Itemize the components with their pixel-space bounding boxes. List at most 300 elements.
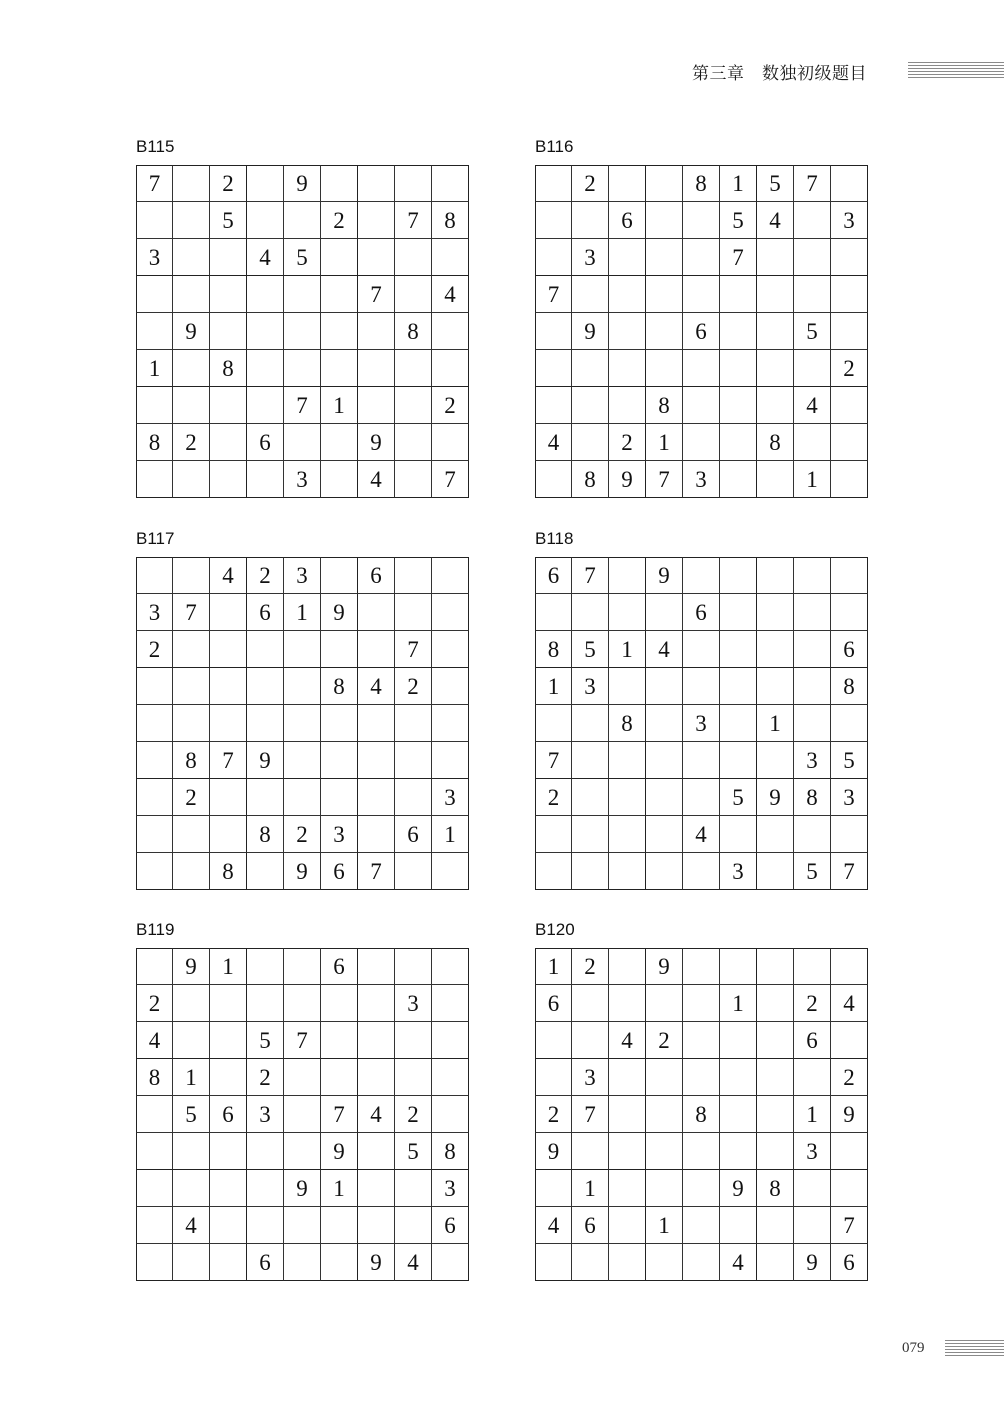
sudoku-cell bbox=[395, 742, 432, 779]
sudoku-cell: 9 bbox=[831, 1096, 868, 1133]
header-decoration-stripes bbox=[908, 62, 1004, 79]
sudoku-cell bbox=[358, 350, 395, 387]
sudoku-cell: 2 bbox=[247, 557, 284, 594]
sudoku-cell bbox=[535, 165, 572, 202]
sudoku-cell: 7 bbox=[395, 202, 432, 239]
sudoku-cell bbox=[136, 948, 173, 985]
sudoku-cell: 9 bbox=[358, 1244, 395, 1281]
sudoku-cell: 1 bbox=[284, 594, 321, 631]
sudoku-cell: 4 bbox=[173, 1207, 210, 1244]
sudoku-cell: 6 bbox=[609, 202, 646, 239]
sudoku-cell: 7 bbox=[535, 742, 572, 779]
sudoku-cell: 7 bbox=[720, 239, 757, 276]
sudoku-cell bbox=[284, 631, 321, 668]
sudoku-cell bbox=[831, 387, 868, 424]
sudoku-cell: 2 bbox=[535, 779, 572, 816]
sudoku-puzzle bbox=[136, 529, 469, 890]
sudoku-cell bbox=[432, 1244, 469, 1281]
sudoku-cell: 4 bbox=[757, 202, 794, 239]
sudoku-cell: 5 bbox=[572, 631, 609, 668]
sudoku-cell bbox=[609, 1096, 646, 1133]
sudoku-cell bbox=[136, 313, 173, 350]
sudoku-cell: 1 bbox=[173, 1059, 210, 1096]
sudoku-cell bbox=[136, 668, 173, 705]
sudoku-cell: 4 bbox=[432, 276, 469, 313]
sudoku-cell bbox=[535, 1244, 572, 1281]
sudoku-cell bbox=[284, 1244, 321, 1281]
sudoku-cell bbox=[757, 239, 794, 276]
sudoku-cell bbox=[136, 461, 173, 498]
sudoku-cell bbox=[794, 202, 831, 239]
sudoku-puzzle bbox=[535, 137, 868, 498]
sudoku-cell: 4 bbox=[646, 631, 683, 668]
sudoku-cell: 9 bbox=[321, 594, 358, 631]
sudoku-cell: 9 bbox=[609, 461, 646, 498]
sudoku-cell bbox=[794, 631, 831, 668]
sudoku-cell: 3 bbox=[572, 239, 609, 276]
sudoku-puzzle bbox=[136, 137, 469, 498]
sudoku-cell bbox=[683, 853, 720, 890]
sudoku-cell: 2 bbox=[535, 1096, 572, 1133]
sudoku-cell bbox=[609, 816, 646, 853]
sudoku-cell bbox=[609, 557, 646, 594]
sudoku-cell bbox=[432, 350, 469, 387]
sudoku-cell bbox=[395, 1022, 432, 1059]
sudoku-cell bbox=[794, 1170, 831, 1207]
sudoku-cell bbox=[646, 350, 683, 387]
sudoku-cell: 1 bbox=[720, 985, 757, 1022]
sudoku-cell bbox=[358, 1170, 395, 1207]
sudoku-cell bbox=[173, 387, 210, 424]
page-number: 079 bbox=[902, 1340, 925, 1356]
sudoku-cell bbox=[831, 594, 868, 631]
sudoku-cell bbox=[432, 985, 469, 1022]
sudoku-cell: 8 bbox=[321, 668, 358, 705]
sudoku-cell bbox=[247, 985, 284, 1022]
sudoku-cell bbox=[395, 1059, 432, 1096]
sudoku-cell: 3 bbox=[284, 557, 321, 594]
sudoku-cell: 1 bbox=[572, 1170, 609, 1207]
sudoku-cell bbox=[720, 1207, 757, 1244]
sudoku-cell: 3 bbox=[432, 1170, 469, 1207]
sudoku-cell bbox=[646, 816, 683, 853]
sudoku-cell bbox=[247, 1207, 284, 1244]
sudoku-grid bbox=[136, 948, 469, 1281]
sudoku-cell bbox=[284, 1207, 321, 1244]
sudoku-cell: 3 bbox=[794, 742, 831, 779]
sudoku-cell bbox=[321, 1022, 358, 1059]
sudoku-cell bbox=[572, 985, 609, 1022]
sudoku-cell: 1 bbox=[535, 668, 572, 705]
sudoku-cell bbox=[609, 1244, 646, 1281]
sudoku-cell bbox=[646, 239, 683, 276]
sudoku-cell bbox=[173, 557, 210, 594]
sudoku-cell: 8 bbox=[210, 350, 247, 387]
sudoku-cell bbox=[321, 239, 358, 276]
sudoku-cell bbox=[210, 779, 247, 816]
sudoku-cell bbox=[720, 313, 757, 350]
sudoku-cell bbox=[284, 276, 321, 313]
sudoku-cell bbox=[831, 948, 868, 985]
sudoku-cell bbox=[720, 948, 757, 985]
sudoku-cell bbox=[683, 631, 720, 668]
sudoku-cell bbox=[395, 461, 432, 498]
sudoku-cell bbox=[210, 668, 247, 705]
sudoku-cell bbox=[609, 1133, 646, 1170]
sudoku-cell: 3 bbox=[321, 816, 358, 853]
sudoku-cell bbox=[136, 1096, 173, 1133]
sudoku-cell: 7 bbox=[284, 387, 321, 424]
sudoku-cell bbox=[572, 594, 609, 631]
sudoku-cell bbox=[358, 985, 395, 1022]
sudoku-cell bbox=[210, 631, 247, 668]
sudoku-cell: 7 bbox=[572, 557, 609, 594]
sudoku-cell bbox=[609, 1170, 646, 1207]
sudoku-cell: 6 bbox=[683, 594, 720, 631]
sudoku-cell: 8 bbox=[136, 1059, 173, 1096]
sudoku-cell: 2 bbox=[794, 985, 831, 1022]
sudoku-cell: 4 bbox=[358, 1096, 395, 1133]
sudoku-cell bbox=[395, 239, 432, 276]
sudoku-cell bbox=[136, 1133, 173, 1170]
sudoku-cell bbox=[136, 1244, 173, 1281]
sudoku-cell: 7 bbox=[136, 165, 173, 202]
sudoku-cell bbox=[358, 1207, 395, 1244]
sudoku-cell: 6 bbox=[572, 1207, 609, 1244]
sudoku-cell: 9 bbox=[284, 853, 321, 890]
sudoku-cell bbox=[757, 985, 794, 1022]
sudoku-cell: 5 bbox=[720, 202, 757, 239]
sudoku-cell bbox=[173, 853, 210, 890]
sudoku-cell bbox=[395, 853, 432, 890]
sudoku-cell bbox=[646, 1059, 683, 1096]
sudoku-cell bbox=[720, 1133, 757, 1170]
puzzle-label: B118 bbox=[535, 529, 574, 548]
sudoku-cell: 8 bbox=[432, 1133, 469, 1170]
sudoku-cell bbox=[284, 779, 321, 816]
sudoku-cell bbox=[757, 276, 794, 313]
sudoku-cell: 1 bbox=[757, 705, 794, 742]
sudoku-cell: 8 bbox=[395, 313, 432, 350]
sudoku-grid bbox=[535, 165, 868, 498]
sudoku-cell bbox=[609, 853, 646, 890]
sudoku-cell: 7 bbox=[321, 1096, 358, 1133]
sudoku-cell bbox=[432, 594, 469, 631]
sudoku-cell bbox=[609, 276, 646, 313]
sudoku-cell bbox=[173, 350, 210, 387]
sudoku-cell bbox=[720, 1022, 757, 1059]
sudoku-cell bbox=[247, 165, 284, 202]
sudoku-cell: 4 bbox=[358, 668, 395, 705]
sudoku-cell: 1 bbox=[720, 165, 757, 202]
sudoku-cell bbox=[247, 313, 284, 350]
sudoku-cell bbox=[757, 350, 794, 387]
sudoku-cell bbox=[210, 276, 247, 313]
sudoku-cell: 8 bbox=[794, 779, 831, 816]
sudoku-cell bbox=[210, 1059, 247, 1096]
sudoku-cell bbox=[794, 668, 831, 705]
sudoku-cell: 9 bbox=[646, 948, 683, 985]
sudoku-cell bbox=[646, 853, 683, 890]
sudoku-cell bbox=[794, 557, 831, 594]
sudoku-cell: 4 bbox=[247, 239, 284, 276]
sudoku-cell bbox=[432, 705, 469, 742]
sudoku-cell bbox=[395, 594, 432, 631]
sudoku-cell bbox=[321, 165, 358, 202]
sudoku-cell: 8 bbox=[247, 816, 284, 853]
sudoku-cell bbox=[432, 631, 469, 668]
sudoku-cell bbox=[757, 313, 794, 350]
sudoku-cell bbox=[609, 742, 646, 779]
sudoku-cell bbox=[247, 1170, 284, 1207]
sudoku-cell: 1 bbox=[646, 424, 683, 461]
sudoku-cell: 7 bbox=[358, 853, 395, 890]
sudoku-cell bbox=[210, 705, 247, 742]
sudoku-cell: 4 bbox=[535, 1207, 572, 1244]
sudoku-cell bbox=[173, 668, 210, 705]
sudoku-cell bbox=[173, 1022, 210, 1059]
sudoku-cell bbox=[572, 853, 609, 890]
sudoku-cell: 1 bbox=[535, 948, 572, 985]
sudoku-cell: 6 bbox=[831, 631, 868, 668]
sudoku-cell: 1 bbox=[794, 1096, 831, 1133]
sudoku-cell bbox=[432, 1096, 469, 1133]
sudoku-cell bbox=[358, 1059, 395, 1096]
sudoku-cell bbox=[358, 742, 395, 779]
sudoku-cell: 6 bbox=[247, 594, 284, 631]
sudoku-cell bbox=[321, 1207, 358, 1244]
sudoku-cell bbox=[535, 387, 572, 424]
sudoku-cell bbox=[535, 816, 572, 853]
sudoku-cell: 1 bbox=[609, 631, 646, 668]
sudoku-cell bbox=[757, 387, 794, 424]
sudoku-cell bbox=[720, 350, 757, 387]
sudoku-cell: 8 bbox=[136, 424, 173, 461]
sudoku-cell bbox=[609, 594, 646, 631]
sudoku-cell bbox=[572, 816, 609, 853]
sudoku-cell bbox=[136, 276, 173, 313]
sudoku-cell bbox=[831, 239, 868, 276]
sudoku-cell bbox=[609, 313, 646, 350]
sudoku-cell bbox=[395, 350, 432, 387]
sudoku-cell bbox=[247, 350, 284, 387]
sudoku-cell bbox=[210, 313, 247, 350]
sudoku-puzzle bbox=[535, 529, 868, 890]
sudoku-cell bbox=[395, 387, 432, 424]
sudoku-cell: 6 bbox=[535, 985, 572, 1022]
sudoku-grid bbox=[535, 557, 868, 890]
sudoku-cell bbox=[831, 461, 868, 498]
sudoku-cell bbox=[247, 779, 284, 816]
sudoku-cell bbox=[794, 948, 831, 985]
sudoku-cell: 7 bbox=[173, 594, 210, 631]
sudoku-cell bbox=[646, 1133, 683, 1170]
sudoku-cell: 4 bbox=[136, 1022, 173, 1059]
sudoku-cell bbox=[757, 557, 794, 594]
sudoku-cell: 5 bbox=[284, 239, 321, 276]
sudoku-cell: 9 bbox=[535, 1133, 572, 1170]
sudoku-cell bbox=[572, 276, 609, 313]
sudoku-cell bbox=[432, 165, 469, 202]
sudoku-cell: 6 bbox=[535, 557, 572, 594]
sudoku-cell bbox=[247, 631, 284, 668]
sudoku-cell bbox=[831, 816, 868, 853]
sudoku-cell: 4 bbox=[395, 1244, 432, 1281]
sudoku-cell: 6 bbox=[683, 313, 720, 350]
sudoku-cell bbox=[683, 779, 720, 816]
puzzle-label: B115 bbox=[136, 137, 175, 156]
sudoku-cell bbox=[646, 779, 683, 816]
sudoku-cell bbox=[646, 668, 683, 705]
sudoku-cell bbox=[794, 239, 831, 276]
sudoku-cell bbox=[247, 387, 284, 424]
sudoku-cell bbox=[432, 1022, 469, 1059]
sudoku-cell bbox=[358, 165, 395, 202]
sudoku-cell bbox=[794, 594, 831, 631]
sudoku-cell bbox=[683, 424, 720, 461]
sudoku-cell bbox=[136, 202, 173, 239]
sudoku-cell: 7 bbox=[572, 1096, 609, 1133]
sudoku-cell: 2 bbox=[136, 631, 173, 668]
sudoku-cell bbox=[609, 668, 646, 705]
sudoku-cell bbox=[683, 742, 720, 779]
sudoku-cell: 6 bbox=[321, 948, 358, 985]
sudoku-cell bbox=[247, 705, 284, 742]
sudoku-cell bbox=[683, 1207, 720, 1244]
sudoku-cell bbox=[757, 1207, 794, 1244]
sudoku-cell bbox=[572, 1244, 609, 1281]
sudoku-cell bbox=[572, 1022, 609, 1059]
sudoku-cell bbox=[284, 742, 321, 779]
sudoku-cell: 2 bbox=[395, 668, 432, 705]
sudoku-cell: 9 bbox=[321, 1133, 358, 1170]
sudoku-cell bbox=[358, 1133, 395, 1170]
sudoku-cell bbox=[535, 350, 572, 387]
sudoku-cell bbox=[794, 705, 831, 742]
sudoku-cell bbox=[136, 779, 173, 816]
sudoku-cell bbox=[646, 202, 683, 239]
sudoku-cell bbox=[432, 853, 469, 890]
sudoku-cell bbox=[210, 1244, 247, 1281]
sudoku-cell bbox=[646, 165, 683, 202]
sudoku-cell: 8 bbox=[173, 742, 210, 779]
sudoku-cell: 3 bbox=[831, 779, 868, 816]
sudoku-cell: 2 bbox=[173, 779, 210, 816]
sudoku-cell bbox=[794, 424, 831, 461]
sudoku-cell bbox=[210, 1207, 247, 1244]
sudoku-puzzle bbox=[535, 920, 868, 1281]
sudoku-cell: 6 bbox=[321, 853, 358, 890]
sudoku-cell bbox=[683, 1133, 720, 1170]
sudoku-cell bbox=[794, 350, 831, 387]
sudoku-cell bbox=[757, 742, 794, 779]
sudoku-cell bbox=[646, 742, 683, 779]
sudoku-cell: 2 bbox=[432, 387, 469, 424]
sudoku-cell: 4 bbox=[831, 985, 868, 1022]
sudoku-cell bbox=[720, 705, 757, 742]
sudoku-cell bbox=[321, 1244, 358, 1281]
sudoku-cell bbox=[284, 1059, 321, 1096]
sudoku-cell bbox=[609, 165, 646, 202]
sudoku-cell bbox=[720, 1096, 757, 1133]
sudoku-cell bbox=[173, 816, 210, 853]
sudoku-grid bbox=[535, 948, 868, 1281]
sudoku-cell: 7 bbox=[358, 276, 395, 313]
sudoku-cell bbox=[358, 313, 395, 350]
sudoku-cell bbox=[432, 557, 469, 594]
sudoku-cell: 4 bbox=[683, 816, 720, 853]
sudoku-cell: 6 bbox=[432, 1207, 469, 1244]
sudoku-cell: 1 bbox=[432, 816, 469, 853]
sudoku-cell bbox=[432, 239, 469, 276]
sudoku-cell bbox=[136, 742, 173, 779]
sudoku-cell bbox=[321, 461, 358, 498]
sudoku-cell bbox=[535, 1059, 572, 1096]
sudoku-cell bbox=[358, 239, 395, 276]
sudoku-cell bbox=[173, 1244, 210, 1281]
sudoku-cell bbox=[173, 1170, 210, 1207]
sudoku-cell: 6 bbox=[395, 816, 432, 853]
sudoku-cell: 2 bbox=[572, 165, 609, 202]
sudoku-cell bbox=[358, 202, 395, 239]
sudoku-cell bbox=[609, 948, 646, 985]
sudoku-cell bbox=[683, 1244, 720, 1281]
sudoku-cell bbox=[247, 668, 284, 705]
sudoku-cell: 3 bbox=[432, 779, 469, 816]
sudoku-cell bbox=[794, 816, 831, 853]
sudoku-cell bbox=[173, 631, 210, 668]
sudoku-cell bbox=[683, 948, 720, 985]
sudoku-cell bbox=[395, 948, 432, 985]
sudoku-cell bbox=[646, 313, 683, 350]
sudoku-cell bbox=[321, 1059, 358, 1096]
sudoku-cell: 2 bbox=[173, 424, 210, 461]
sudoku-cell: 9 bbox=[173, 948, 210, 985]
sudoku-cell bbox=[321, 705, 358, 742]
sudoku-cell bbox=[720, 424, 757, 461]
sudoku-cell bbox=[432, 948, 469, 985]
sudoku-cell bbox=[358, 1022, 395, 1059]
sudoku-cell: 9 bbox=[358, 424, 395, 461]
sudoku-cell bbox=[535, 239, 572, 276]
sudoku-cell: 3 bbox=[284, 461, 321, 498]
footer-decoration-stripes bbox=[945, 1340, 1004, 1357]
sudoku-cell bbox=[432, 1059, 469, 1096]
sudoku-cell: 7 bbox=[646, 461, 683, 498]
sudoku-cell bbox=[136, 816, 173, 853]
sudoku-cell: 3 bbox=[136, 239, 173, 276]
sudoku-cell bbox=[831, 165, 868, 202]
sudoku-cell bbox=[247, 948, 284, 985]
sudoku-cell: 5 bbox=[247, 1022, 284, 1059]
sudoku-cell: 3 bbox=[136, 594, 173, 631]
sudoku-cell: 9 bbox=[572, 313, 609, 350]
sudoku-cell: 2 bbox=[284, 816, 321, 853]
sudoku-cell bbox=[395, 165, 432, 202]
sudoku-cell bbox=[247, 276, 284, 313]
sudoku-cell: 8 bbox=[831, 668, 868, 705]
sudoku-cell: 3 bbox=[683, 705, 720, 742]
sudoku-cell bbox=[210, 239, 247, 276]
sudoku-cell bbox=[720, 276, 757, 313]
sudoku-cell bbox=[683, 1170, 720, 1207]
sudoku-cell bbox=[683, 557, 720, 594]
sudoku-cell: 7 bbox=[284, 1022, 321, 1059]
sudoku-cell bbox=[535, 853, 572, 890]
sudoku-cell bbox=[646, 705, 683, 742]
sudoku-cell: 7 bbox=[395, 631, 432, 668]
sudoku-cell: 5 bbox=[395, 1133, 432, 1170]
